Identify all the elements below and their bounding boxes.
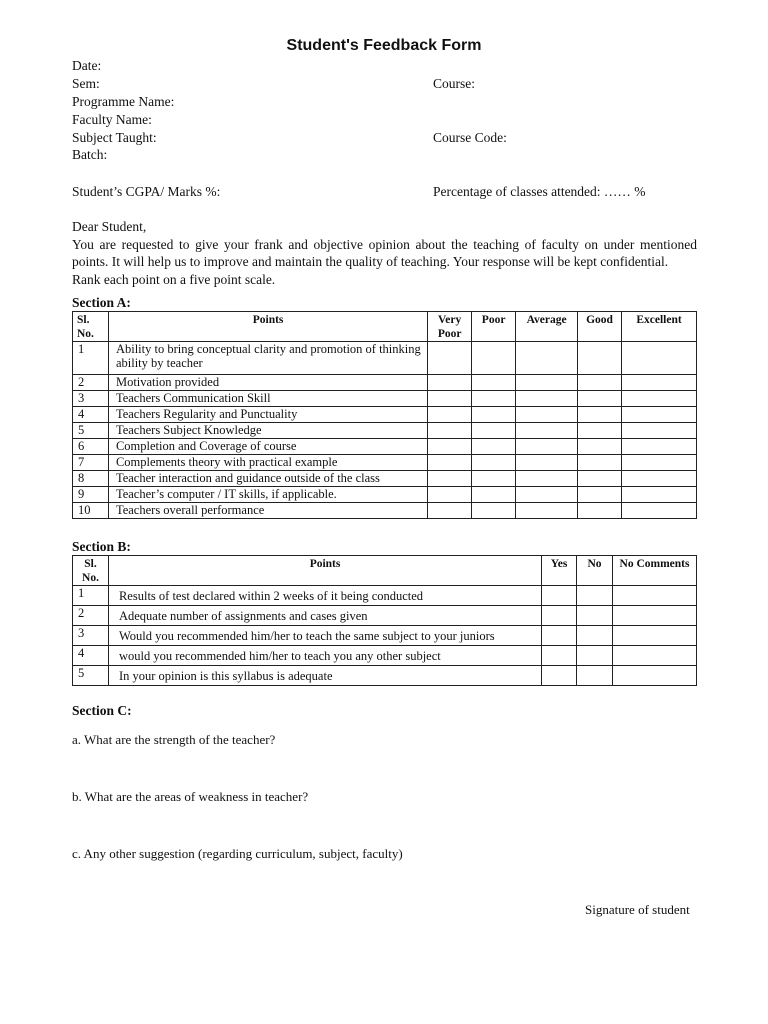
section-a-title: Section A: xyxy=(72,295,131,310)
rating-cell-good[interactable] xyxy=(578,407,622,423)
answer-cell-yes[interactable] xyxy=(542,586,577,606)
row-number: 1 xyxy=(73,586,109,606)
col-poor: Poor xyxy=(472,312,516,342)
rating-cell-good[interactable] xyxy=(578,455,622,471)
row-point: Would you recommended him/her to teach the same subject to your juniors xyxy=(108,626,541,646)
rating-cell-good[interactable] xyxy=(578,503,622,519)
rating-cell-poor[interactable] xyxy=(472,455,516,471)
row-point: Teacher’s computer / IT skills, if applicable. xyxy=(108,487,427,503)
rating-cell-poor[interactable] xyxy=(472,423,516,439)
row-number: 5 xyxy=(73,666,109,686)
rating-cell-excellent[interactable] xyxy=(622,375,697,391)
section-a-table xyxy=(72,311,697,519)
rating-cell-excellent[interactable] xyxy=(622,503,697,519)
rating-cell-poor[interactable] xyxy=(472,407,516,423)
rating-cell-poor[interactable] xyxy=(472,503,516,519)
rating-cell-average[interactable] xyxy=(516,375,578,391)
section-c-title: Section C: xyxy=(72,703,132,718)
table-row xyxy=(73,455,697,471)
section-b-title: Section B: xyxy=(72,539,131,554)
answer-cell-no[interactable] xyxy=(577,626,613,646)
rating-cell-average[interactable] xyxy=(516,487,578,503)
answer-cell-yes[interactable] xyxy=(542,646,577,666)
rating-cell-poor[interactable] xyxy=(472,342,516,375)
answer-cell-yes[interactable] xyxy=(542,666,577,686)
intro-text xyxy=(72,218,697,288)
col-good: Good xyxy=(578,312,622,342)
rating-cell-good[interactable] xyxy=(578,439,622,455)
row-point: Teachers Regularity and Punctuality xyxy=(108,407,427,423)
section-b-header-row xyxy=(73,556,697,586)
rating-cell-poor[interactable] xyxy=(472,471,516,487)
row-number: 3 xyxy=(73,391,109,407)
answer-cell-yes[interactable] xyxy=(542,626,577,646)
greeting: Dear Student, xyxy=(72,219,147,234)
row-point: Completion and Coverage of course xyxy=(108,439,427,455)
rating-cell-poor[interactable] xyxy=(472,375,516,391)
col-yes: Yes xyxy=(542,556,577,586)
rating-cell-excellent[interactable] xyxy=(622,439,697,455)
col-points: Points xyxy=(108,556,541,586)
row-point: Motivation provided xyxy=(108,375,427,391)
rating-cell-very-poor[interactable] xyxy=(428,407,472,423)
question-strength: a. What are the strength of the teacher? xyxy=(72,732,276,747)
rating-cell-very-poor[interactable] xyxy=(428,423,472,439)
row-point: Teachers Communication Skill xyxy=(108,391,427,407)
answer-cell-no-comments[interactable] xyxy=(613,586,697,606)
table-row xyxy=(73,606,697,626)
rating-cell-very-poor[interactable] xyxy=(428,439,472,455)
row-point: Teachers overall performance xyxy=(108,503,427,519)
row-number: 3 xyxy=(73,626,109,646)
rating-cell-excellent[interactable] xyxy=(622,455,697,471)
col-points: Points xyxy=(108,312,427,342)
attendance-label: Percentage of classes attended: …… % xyxy=(433,184,646,199)
rank-instruction: Rank each point on a five point scale. xyxy=(72,271,276,287)
row-point: Teachers Subject Knowledge xyxy=(108,423,427,439)
rating-cell-very-poor[interactable] xyxy=(428,391,472,407)
col-no: No xyxy=(577,556,613,586)
col-excellent: Excellent xyxy=(622,312,697,342)
col-sl-no: Sl. No. xyxy=(73,312,109,342)
rating-cell-very-poor[interactable] xyxy=(428,503,472,519)
subject-taught-label: Subject Taught: xyxy=(72,130,157,145)
row-number: 1 xyxy=(73,342,109,375)
row-point: Complements theory with practical example xyxy=(108,455,427,471)
batch-label: Batch: xyxy=(72,147,108,162)
row-number: 4 xyxy=(73,646,109,666)
row-number: 6 xyxy=(73,439,109,455)
signature-label: Signature of student xyxy=(585,902,690,917)
rating-cell-average[interactable] xyxy=(516,407,578,423)
rating-cell-average[interactable] xyxy=(516,455,578,471)
rating-cell-excellent[interactable] xyxy=(622,487,697,503)
rating-cell-average[interactable] xyxy=(516,391,578,407)
row-number: 2 xyxy=(73,606,109,626)
date-label: Date: xyxy=(72,58,102,73)
table-row xyxy=(73,391,697,407)
row-point: Results of test declared within 2 weeks of it being conducted xyxy=(108,586,541,606)
question-suggestion: c. Any other suggestion (regarding curriculum, subject, faculty) xyxy=(72,846,403,861)
table-row xyxy=(73,626,697,646)
row-point: In your opinion is this syllabus is adequate xyxy=(108,666,541,686)
row-number: 2 xyxy=(73,375,109,391)
table-row xyxy=(73,646,697,666)
answer-cell-no-comments[interactable] xyxy=(613,626,697,646)
table-row xyxy=(73,439,697,455)
rating-cell-average[interactable] xyxy=(516,423,578,439)
row-number: 9 xyxy=(73,487,109,503)
course-code-label: Course Code: xyxy=(433,130,507,145)
table-row xyxy=(73,407,697,423)
table-row xyxy=(73,666,697,686)
section-a-header-row xyxy=(73,312,697,342)
row-number: 10 xyxy=(73,503,109,519)
rating-cell-very-poor[interactable] xyxy=(428,342,472,375)
rating-cell-good[interactable] xyxy=(578,375,622,391)
intro-body: You are requested to give your frank and objective opinion about the teaching of faculty on under mentioned points. It will help us to improve and maintain the quality of teaching. Your response will be kept confidential. xyxy=(72,236,697,269)
answer-cell-yes[interactable] xyxy=(542,606,577,626)
sem-label: Sem: xyxy=(72,76,100,91)
rating-cell-average[interactable] xyxy=(516,503,578,519)
rating-cell-excellent[interactable] xyxy=(622,407,697,423)
col-no-comments: No Comments xyxy=(613,556,697,586)
answer-cell-no-comments[interactable] xyxy=(613,666,697,686)
rating-cell-poor[interactable] xyxy=(472,391,516,407)
rating-cell-excellent[interactable] xyxy=(622,471,697,487)
table-row xyxy=(73,423,697,439)
row-number: 8 xyxy=(73,471,109,487)
rating-cell-good[interactable] xyxy=(578,391,622,407)
rating-cell-good[interactable] xyxy=(578,471,622,487)
rating-cell-excellent[interactable] xyxy=(622,342,697,375)
rating-cell-poor[interactable] xyxy=(472,439,516,455)
row-point: Adequate number of assignments and cases given xyxy=(108,606,541,626)
row-number: 5 xyxy=(73,423,109,439)
rating-cell-very-poor[interactable] xyxy=(428,471,472,487)
rating-cell-good[interactable] xyxy=(578,342,622,375)
answer-cell-no[interactable] xyxy=(577,646,613,666)
answer-cell-no[interactable] xyxy=(577,586,613,606)
rating-cell-very-poor[interactable] xyxy=(428,487,472,503)
col-sl-no: Sl. No. xyxy=(73,556,109,586)
col-average: Average xyxy=(516,312,578,342)
answer-cell-no-comments[interactable] xyxy=(613,646,697,666)
rating-cell-very-poor[interactable] xyxy=(428,455,472,471)
form-title: Student's Feedback Form xyxy=(286,37,482,54)
rating-cell-average[interactable] xyxy=(516,471,578,487)
table-row xyxy=(73,586,697,606)
row-number: 4 xyxy=(73,407,109,423)
question-weakness: b. What are the areas of weakness in teacher? xyxy=(72,789,309,804)
answer-cell-no[interactable] xyxy=(577,606,613,626)
row-point: would you recommended him/her to teach you any other subject xyxy=(108,646,541,666)
rating-cell-average[interactable] xyxy=(516,439,578,455)
answer-cell-no[interactable] xyxy=(577,666,613,686)
row-number: 7 xyxy=(73,455,109,471)
col-very-poor: Very Poor xyxy=(428,312,472,342)
section-b-table xyxy=(72,555,697,686)
faculty-name-label: Faculty Name: xyxy=(72,112,152,127)
rating-cell-excellent[interactable] xyxy=(622,423,697,439)
table-row xyxy=(73,342,697,375)
table-row xyxy=(73,375,697,391)
rating-cell-excellent[interactable] xyxy=(622,391,697,407)
rating-cell-very-poor[interactable] xyxy=(428,375,472,391)
cgpa-label: Student’s CGPA/ Marks %: xyxy=(72,184,221,199)
table-row xyxy=(73,487,697,503)
rating-cell-good[interactable] xyxy=(578,423,622,439)
rating-cell-average[interactable] xyxy=(516,342,578,375)
table-row xyxy=(73,503,697,519)
rating-cell-poor[interactable] xyxy=(472,487,516,503)
programme-name-label: Programme Name: xyxy=(72,94,175,109)
course-label: Course: xyxy=(433,76,475,91)
rating-cell-good[interactable] xyxy=(578,487,622,503)
table-row xyxy=(73,471,697,487)
answer-cell-no-comments[interactable] xyxy=(613,606,697,626)
row-point: Ability to bring conceptual clarity and promotion of thinking ability by teacher xyxy=(108,342,427,375)
row-point: Teacher interaction and guidance outside of the class xyxy=(108,471,427,487)
